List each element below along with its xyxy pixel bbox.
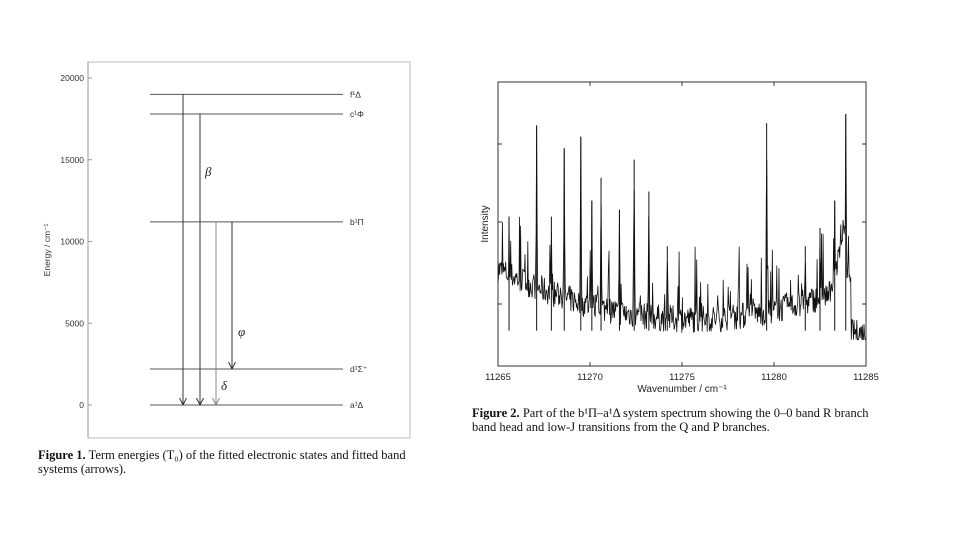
figure2-caption-text: Part of the b¹Π–a¹Δ system spectrum showing the 0–0 band R branch band head and low-J transitions from the Q and P branches. — [472, 406, 869, 434]
figure1-caption — [38, 448, 430, 476]
spectrum-chart — [468, 72, 928, 402]
figure1 — [28, 58, 428, 448]
figure2-caption — [472, 406, 892, 434]
y-tick-label: 20000 — [60, 73, 84, 83]
state-label: d¹Σ⁺ — [350, 364, 368, 375]
x-axis-label: Wavenumber / cm⁻¹ — [637, 384, 727, 395]
state-label: f¹Δ — [350, 89, 361, 100]
state-label: b¹Π — [350, 216, 364, 227]
y-tick-label: 5000 — [65, 318, 84, 329]
x-tick-label: 11275 — [669, 372, 695, 383]
energy-level-diagram — [28, 58, 428, 448]
figure2 — [468, 72, 928, 402]
state-label: c¹Φ — [350, 108, 364, 119]
figure1-caption-label: Figure 1. — [38, 448, 86, 462]
y-axis-label: Energy / cm⁻¹ — [42, 223, 52, 277]
band-label-delta: δ — [221, 378, 228, 393]
x-tick-label: 11285 — [853, 372, 879, 383]
y-tick-label: 15000 — [60, 154, 84, 165]
x-tick-label: 11280 — [761, 372, 787, 383]
x-tick-label: 11270 — [577, 372, 603, 383]
figure1-caption-text: Term energies (T₀) of the fitted electronic states and fitted band systems (arrows). — [38, 448, 406, 476]
band-label-beta: β — [205, 164, 212, 179]
state-label: a¹Δ — [350, 400, 364, 410]
y-tick-label: 10000 — [60, 236, 84, 247]
y-axis-label: Intensity — [480, 205, 491, 243]
y-tick-label: 0 — [79, 400, 84, 410]
x-tick-label: 11265 — [485, 372, 511, 383]
figure2-caption-label: Figure 2. — [472, 406, 520, 420]
band-label-phi: φ — [238, 324, 246, 339]
spectrum-trace — [498, 114, 866, 340]
